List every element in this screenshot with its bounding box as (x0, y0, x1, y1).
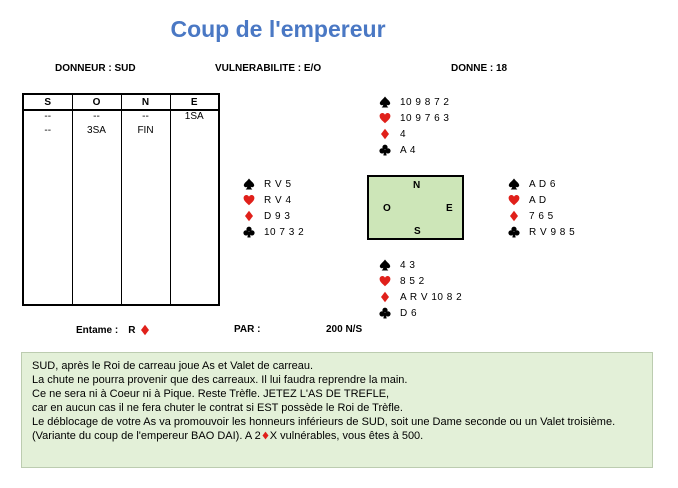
west-hearts: R V 4 (264, 194, 292, 206)
west-spades: R V 5 (264, 178, 292, 190)
spade-icon (379, 96, 391, 108)
diamond-icon (139, 324, 151, 336)
north-hearts: 10 9 7 6 3 (400, 112, 450, 124)
south-spades: 4 3 (400, 259, 416, 271)
note-variant-before: (Variante du coup de l'empereur BAO DAI). A 2 (32, 430, 261, 442)
diamond-icon (243, 210, 255, 222)
south-diamonds: A R V 10 8 2 (400, 291, 463, 303)
spade-icon (508, 178, 520, 190)
bid-cell (170, 125, 219, 139)
north-hand (379, 94, 499, 160)
bid-row (23, 110, 219, 125)
note-line-variant (32, 429, 646, 443)
south-clubs: D 6 (400, 307, 418, 319)
note-line: Ce ne sera ni à Coeur ni à Pique. Reste Trèfle. JETEZ L'AS DE TREFLE, (32, 388, 390, 400)
north-spades: 10 9 8 7 2 (400, 96, 450, 108)
bid-header-north: N (121, 94, 170, 110)
opening-lead (76, 324, 151, 336)
east-hand (508, 176, 628, 242)
bid-cell: FIN (121, 125, 170, 139)
vulnerability-label: VULNERABILITE : E/O (215, 63, 322, 74)
note-line: car en aucun cas il ne fera chuter le contrat si EST possède le Roi de Trèfle. (32, 402, 403, 414)
north-clubs: A 4 (400, 144, 416, 156)
bid-row (23, 125, 219, 139)
par-label: PAR : (234, 324, 261, 335)
compass-west: O (383, 203, 391, 214)
east-spades: A D 6 (529, 178, 556, 190)
diamond-icon (379, 128, 391, 140)
par-value: 200 N/S (326, 324, 363, 335)
diamond-icon (379, 291, 391, 303)
diamond-icon (261, 431, 270, 440)
club-icon (508, 226, 520, 238)
deal-number-label: DONNE : 18 (451, 63, 508, 74)
east-hearts: A D (529, 194, 547, 206)
bidding-table (22, 93, 220, 306)
diamond-icon (508, 210, 520, 222)
west-diamonds: D 9 3 (264, 210, 291, 222)
spade-icon (379, 259, 391, 271)
compass-north: N (413, 180, 421, 191)
bid-header-east: E (170, 94, 219, 110)
bid-cell: -- (121, 110, 170, 125)
spade-icon (243, 178, 255, 190)
dealer-label: DONNEUR : SUD (55, 63, 136, 74)
west-clubs: 10 7 3 2 (264, 226, 305, 238)
heart-icon (243, 194, 255, 206)
note-line: SUD, après le Roi de carreau joue As et Valet de carreau. (32, 360, 314, 372)
heart-icon (508, 194, 520, 206)
east-clubs: R V 9 8 5 (529, 226, 576, 238)
bid-header-south: S (23, 94, 72, 110)
note-line: Le déblocage de votre As va promouvoir les honneurs inférieurs de SUD, soit une Dame seconde ou un Valet troisième. (32, 416, 616, 428)
south-hearts: 8 5 2 (400, 275, 425, 287)
east-diamonds: 7 6 5 (529, 210, 554, 222)
entame-label: Entame : (76, 324, 119, 336)
compass-table (367, 175, 464, 240)
club-icon (379, 307, 391, 319)
bid-header-west: O (72, 94, 121, 110)
page-title: Coup de l'empereur (170, 16, 386, 42)
south-hand (379, 257, 499, 323)
entame-card: R (128, 324, 136, 336)
bid-cell: 3SA (72, 125, 121, 139)
west-hand (243, 176, 353, 242)
bid-cell: -- (23, 110, 72, 125)
north-diamonds: 4 (400, 128, 407, 140)
compass-south: S (414, 226, 421, 237)
bid-cell: -- (23, 125, 72, 139)
heart-icon (379, 275, 391, 287)
note-line: La chute ne pourra provenir que des carreaux. Il lui faudra reprendre la main. (32, 374, 408, 386)
club-icon (243, 226, 255, 238)
bid-cell: 1SA (170, 110, 219, 125)
note-variant-after: X vulnérables, vous êtes à 500. (269, 430, 424, 442)
explanation-box (21, 352, 653, 468)
bid-cell: -- (72, 110, 121, 125)
club-icon (379, 144, 391, 156)
compass-east: E (446, 203, 453, 214)
heart-icon (379, 112, 391, 124)
